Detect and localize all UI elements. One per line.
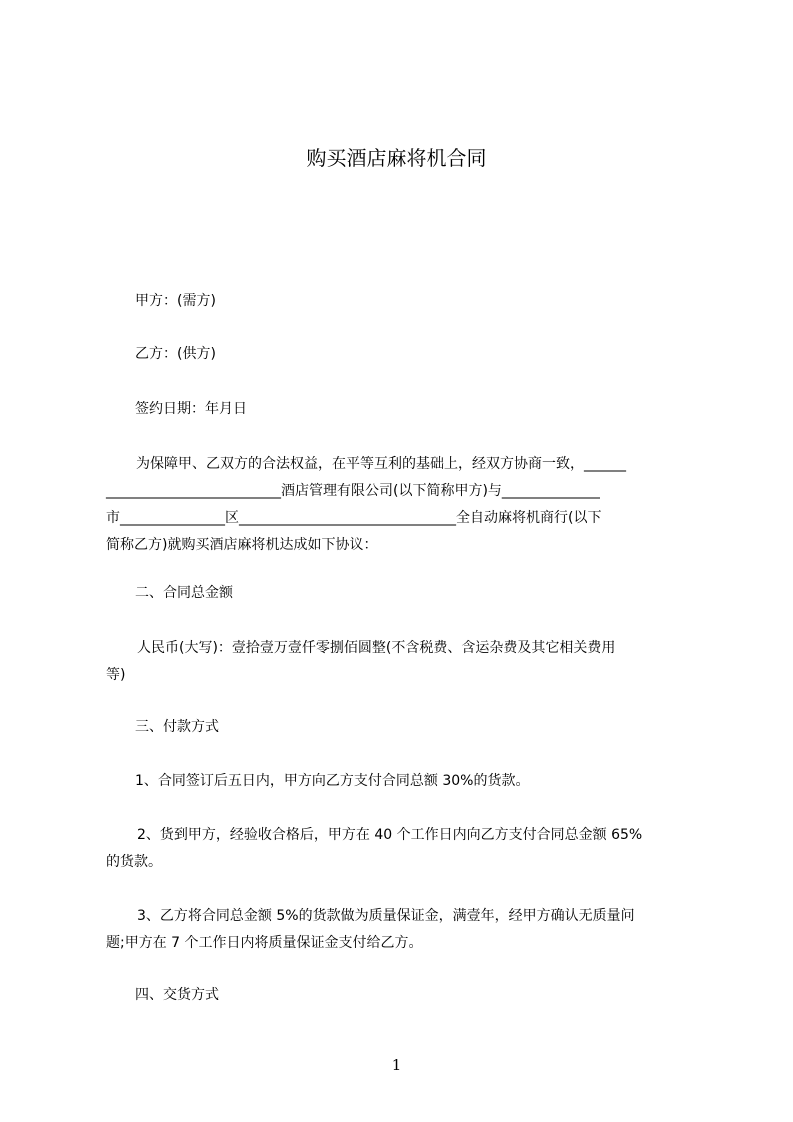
sign-date-line: 签约日期：年月日 [135, 401, 247, 417]
intro-line-3: 市_______________区_______________________________全自动麻将机商行(以下 [106, 510, 602, 526]
payment-item-3-line-2: 题;甲方在 7 个工作日内将质量保证金支付给乙方。 [106, 935, 423, 951]
page-number: 1 [391, 1056, 402, 1074]
payment-item-3-line-1: 3、乙方将合同总金额 5%的货款做为质量保证金，满壹年，经甲方确认无质量问 [137, 908, 635, 924]
party-b-line: 乙方：(供方) [135, 346, 216, 362]
payment-item-1: 1、合同签订后五日内，甲方向乙方支付合同总额 30%的货款。 [135, 773, 530, 789]
intro-line-2: _________________________酒店管理有限公司(以下简称甲方)与______________ [106, 483, 600, 499]
intro-line-4: 简称乙方)就购买酒店麻将机达成如下协议： [106, 537, 378, 553]
document-title: 购买酒店麻将机合同 [306, 146, 487, 170]
payment-item-2-line-1: 2、货到甲方，经验收合格后，甲方在 40 个工作日内向乙方支付合同总金额 65% [137, 827, 643, 843]
party-a-line: 甲方：(需方) [135, 293, 216, 309]
section-3-heading: 三、付款方式 [135, 719, 219, 735]
section-2-heading: 二、合同总金额 [135, 585, 233, 601]
intro-line-1: 为保障甲、乙双方的合法权益，在平等互利的基础上，经双方协商一致，______ [136, 456, 626, 472]
payment-item-2-line-2: 的货款。 [106, 854, 162, 870]
section-2-amount-line-2: 等) [106, 667, 126, 683]
section-4-heading: 四、交货方式 [135, 987, 219, 1003]
section-2-amount-line-1: 人民币(大写)：壹拾壹万壹仟零捌佰圆整(不含税费、含运杂费及其它相关费用 [137, 640, 616, 656]
